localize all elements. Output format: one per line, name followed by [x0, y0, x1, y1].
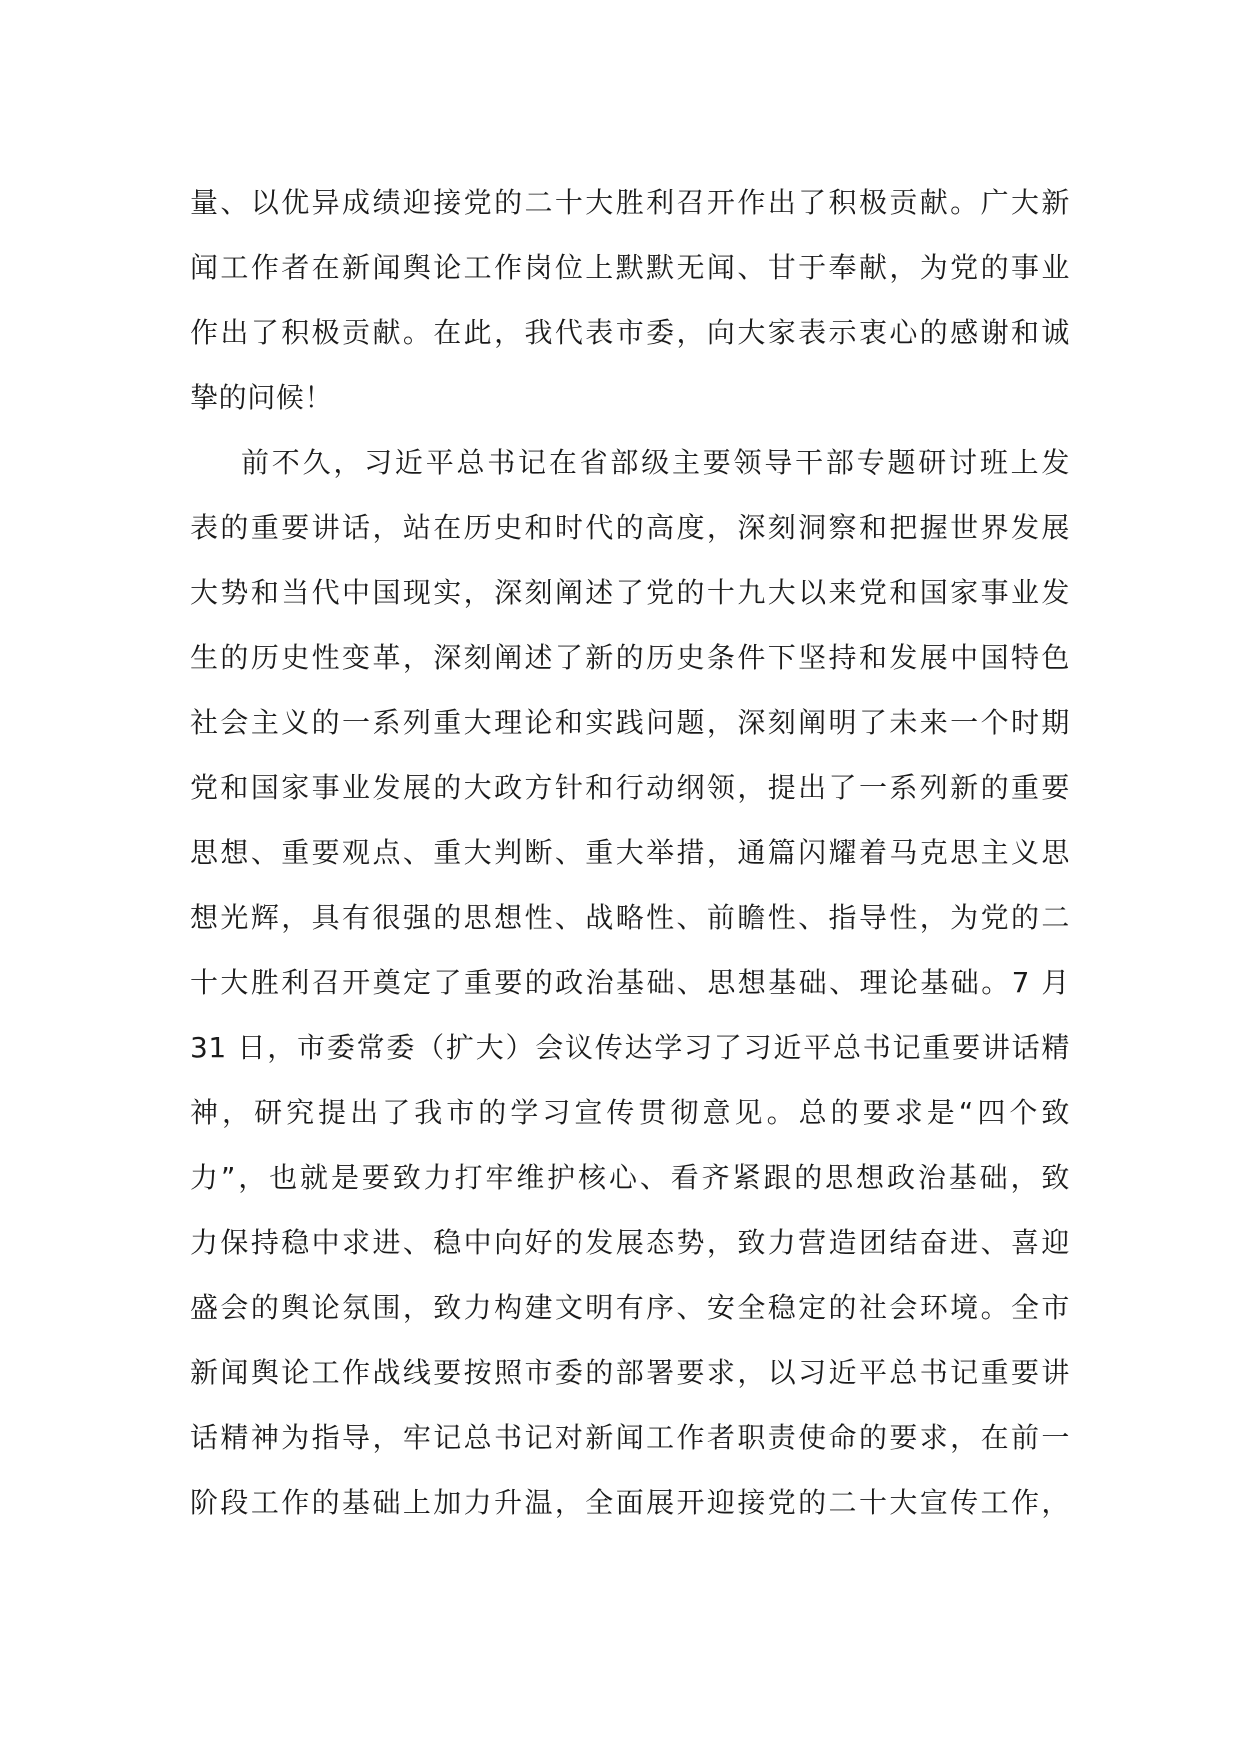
text-line: 生的历史性变革，深刻阐述了新的历史条件下坚持和发展中国特色 [190, 641, 1070, 674]
text-line: 挚的问候！ [190, 381, 334, 414]
paragraph-1 [190, 170, 1070, 430]
text-line: 党和国家事业发展的大政方针和行动纲领，提出了一系列新的重要 [190, 771, 1070, 804]
text-line: 前不久，习近平总书记在省部级主要领导干部专题研讨班上发 [241, 446, 1070, 479]
text-line: 十大胜利召开奠定了重要的政治基础、思想基础、理论基础。7 月 [190, 966, 1070, 999]
text-line: 想光辉，具有很强的思想性、战略性、前瞻性、指导性，为党的二 [190, 901, 1070, 934]
text-line: 闻工作者在新闻舆论工作岗位上默默无闻、甘于奉献，为党的事业 [190, 251, 1070, 284]
document-body [190, 170, 1070, 1535]
paragraph-2 [190, 430, 1070, 1535]
text-line: 盛会的舆论氛围，致力构建文明有序、安全稳定的社会环境。全市 [190, 1291, 1070, 1324]
text-line: 阶段工作的基础上加力升温，全面展开迎接党的二十大宣传工作， [190, 1486, 1070, 1519]
text-line: 作出了积极贡献。在此，我代表市委，向大家表示衷心的感谢和诚 [190, 316, 1070, 349]
text-line: 新闻舆论工作战线要按照市委的部署要求，以习近平总书记重要讲 [190, 1356, 1070, 1389]
text-line: 话精神为指导，牢记总书记对新闻工作者职责使命的要求，在前一 [190, 1421, 1070, 1454]
text-line: 力保持稳中求进、稳中向好的发展态势，致力营造团结奋进、喜迎 [190, 1226, 1070, 1259]
text-line: 力”，也就是要致力打牢维护核心、看齐紧跟的思想政治基础，致 [190, 1161, 1070, 1194]
text-line: 大势和当代中国现实，深刻阐述了党的十九大以来党和国家事业发 [190, 576, 1070, 609]
text-line: 神，研究提出了我市的学习宣传贯彻意见。总的要求是“四个致 [190, 1096, 1070, 1129]
text-line: 社会主义的一系列重大理论和实践问题，深刻阐明了未来一个时期 [190, 706, 1070, 739]
text-line: 量、以优异成绩迎接党的二十大胜利召开作出了积极贡献。广大新 [190, 186, 1070, 219]
text-line: 31 日，市委常委（扩大）会议传达学习了习近平总书记重要讲话精 [190, 1031, 1070, 1064]
text-line: 表的重要讲话，站在历史和时代的高度，深刻洞察和把握世界发展 [190, 511, 1070, 544]
text-line: 思想、重要观点、重大判断、重大举措，通篇闪耀着马克思主义思 [190, 836, 1070, 869]
